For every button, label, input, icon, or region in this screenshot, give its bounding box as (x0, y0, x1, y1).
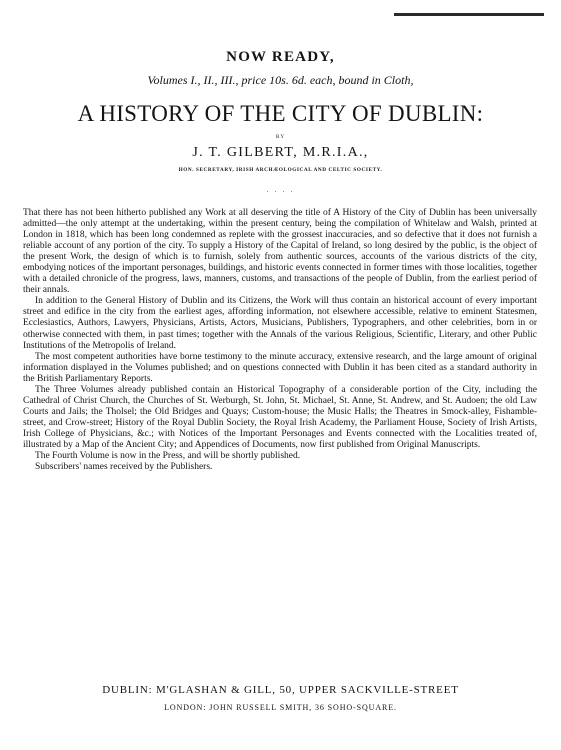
ornament-divider: . . . . (266, 185, 295, 194)
now-ready-heading: NOW READY, (226, 49, 335, 65)
paragraph: The Three Volumes already published contain an Historical Topography of a considerable portion of the City, including the Cathedral of Christ Church, the Churches of St. Werburgh, St. John, St. Michael, St. Anne, St. Andrew, and St. Audoen; the old Law Courts and Jails; the Tholsel; the Old Bridges and Quays; Custom-house; the Music Halls; the Theatres in Smock-alley, Fishamble-street, and Crow-street; History of the Royal Dublin Society, the Royal Irish Academy, the Parliament House, Society of Irish Artists, Irish College of Physicians, &c.; with Notices of the Important Personages and Events connected with the Localities treated of, illustrated by a Map of the Ancient City; and Appendices of Documents, now first published from Original Manuscripts. (23, 384, 537, 450)
volumes-price-line: Volumes I., II., III., price 10s. 6d. each, bound in Cloth, (147, 73, 414, 87)
author-role: HON. SECRETARY, IRISH ARCHÆOLOGICAL AND CELTIC SOCIETY. (178, 167, 383, 173)
paragraph: The Fourth Volume is now in the Press, and will be shortly published. (35, 451, 301, 462)
top-margin-mark (394, 13, 544, 16)
dublin-publisher-line: DUBLIN: M'GLASHAN & GILL, 50, UPPER SACKVILLE-STREET (102, 684, 459, 696)
london-publisher-line: LONDON: JOHN RUSSELL SMITH, 36 SOHO-SQUARE. (164, 703, 397, 712)
paragraph: Subscribers' names received by the Publishers. (35, 462, 213, 473)
paragraph: That there has not been hitherto published any Work at all deserving the title of A History of the City of Dublin has been universally admitted—the only attempt at the undertaking, within the present century, being the compilation of Whitelaw and Walsh, printed at London in 1818, which has been long condemned as replete with the grossest inaccuracies, and so defective that it does not furnish a reliable account of any portion of the city. To supply a History of the Capital of Ireland, so long desired by the public, is the object of the present Work, the design of which is to furnish, solely from authentic sources, accounts of the various districts of the city, embodying notices of the important personages, buildings, and historic events connected in former times with those localities, together with a detailed chronicle of the progress, laws, manners, customs, and transactions of the people of Dublin, from the earliest period of their annals. (23, 208, 537, 296)
advertisement-body (23, 208, 537, 473)
paragraph: In addition to the General History of Dublin and its Citizens, the Work will thus contain an historical account of every important street and edifice in the city from the earliest ages, affording information, not elsewhere accessible, relative to eminent Statesmen, Ecclesiastics, Authors, Lawyers, Physicians, Artists, Actors, Musicians, Publishers, Typographers, and other celebrities, born in or otherwise connected with them, in past times; together with the Annals of the various Religious, Scientific, Literary, and other Public Institutions of the Metropolis of Ireland. (23, 296, 537, 351)
author-name: J. T. GILBERT, M.R.I.A., (192, 145, 369, 160)
paragraph: The most competent authorities have borne testimony to the minute accuracy, extensive research, and the large amount of original information displayed in the Volumes published; and on questions connected with Dublin it has been cited as a standard authority in the British Parliamentary Reports. (23, 351, 537, 384)
by-label: BY (276, 135, 285, 140)
book-title: A HISTORY OF THE CITY OF DUBLIN: (77, 101, 484, 126)
